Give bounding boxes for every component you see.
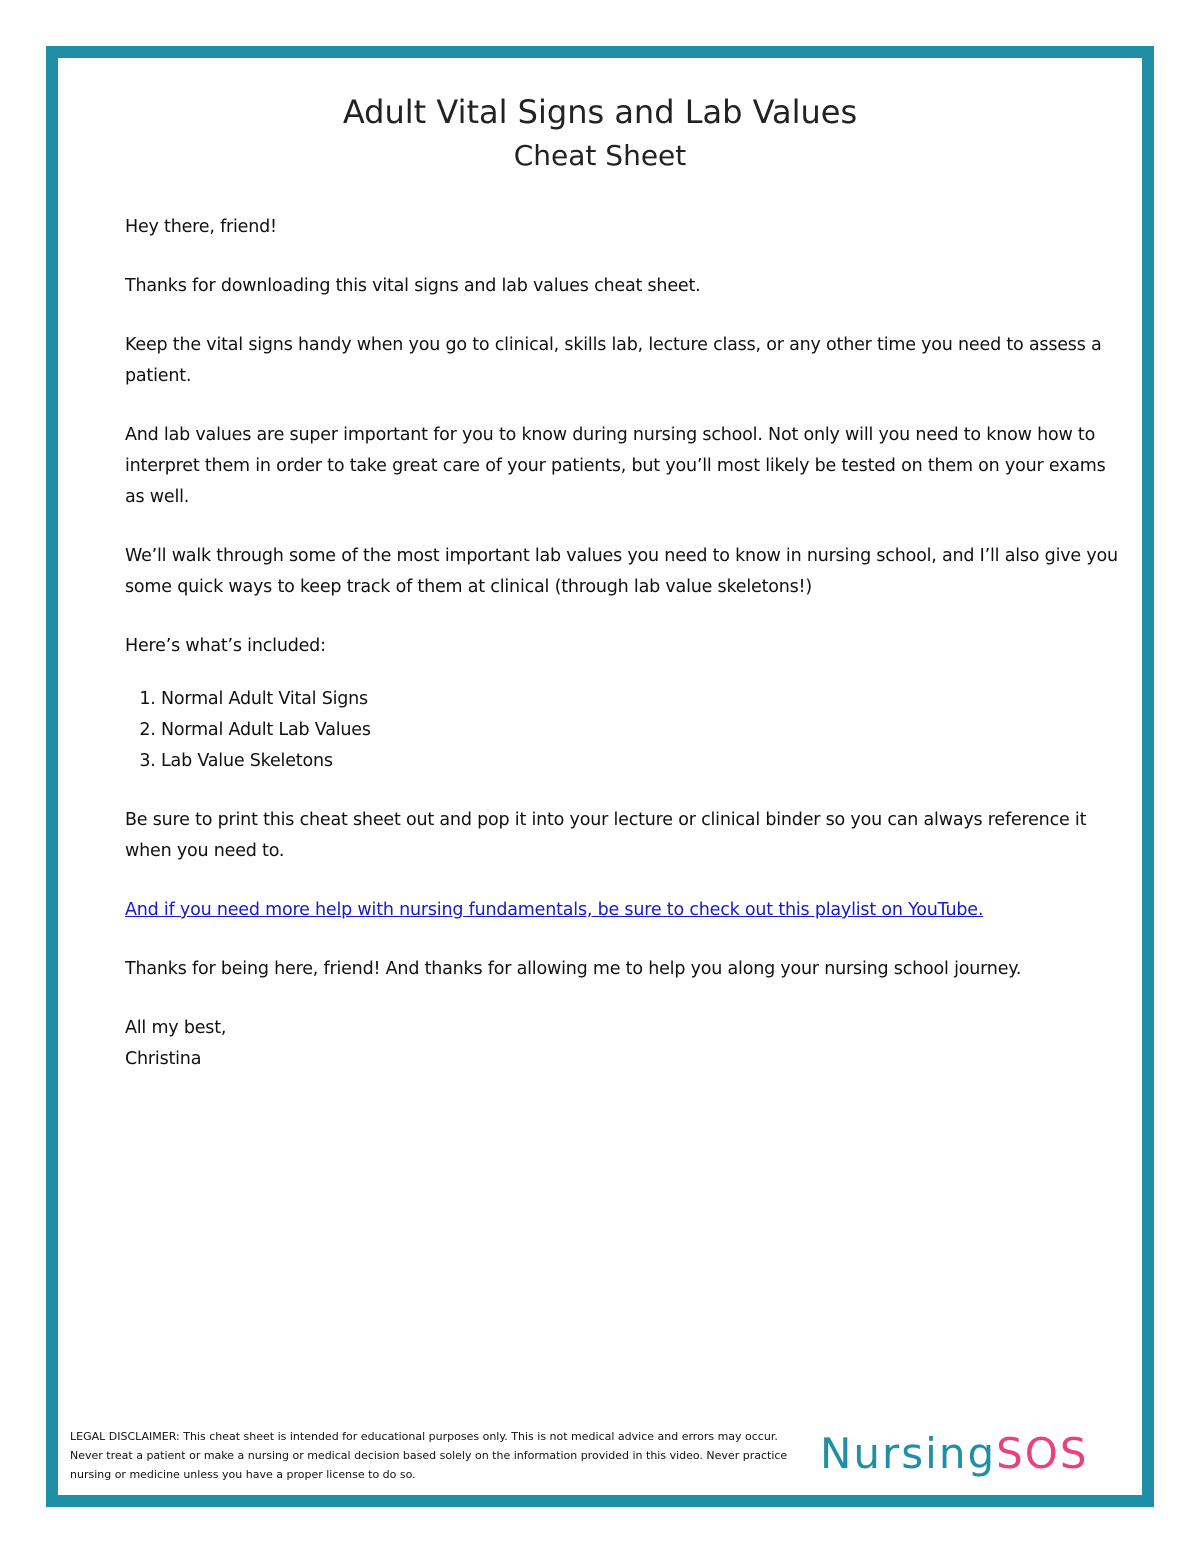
list-item: 2. Normal Adult Lab Values <box>161 715 1125 746</box>
youtube-playlist-link[interactable]: And if you need more help with nursing fundamentals, be sure to check out this playlist on YouTube. <box>125 900 984 920</box>
title-subtitle: Cheat Sheet <box>513 139 687 172</box>
title-main: Adult Vital Signs and Lab Values <box>342 93 858 131</box>
youtube-paragraph <box>125 895 1125 926</box>
logo-text-nursing: Nursing <box>820 1429 997 1478</box>
list-item: 1. Normal Adult Vital Signs <box>161 684 1125 715</box>
paragraph-walkthrough: We’ll walk through some of the most important lab values you need to know in nursing school, and I’ll also give you some quick ways to keep track of them at clinical (through lab value skeletons!) <box>125 546 1118 597</box>
legal-disclaimer: LEGAL DISCLAIMER: This cheat sheet is intended for educational purposes only. This is not medical advice and errors may occur. Never treat a patient or make a nursing or medical decision based solely on the information provided in this video. Never practice nursing or medicine unless you have a proper license to do so. <box>70 1430 788 1481</box>
greeting: Hey there, friend! <box>125 217 277 237</box>
letter-body <box>125 212 1125 1103</box>
paragraph-vital-signs: Keep the vital signs handy when you go to clinical, skills lab, lecture class, or any other time you need to assess a patient. <box>125 335 1102 386</box>
signature: Christina <box>125 1049 202 1069</box>
page-frame <box>46 46 1154 1507</box>
included-intro: Here’s what’s included: <box>125 636 326 656</box>
paragraph-lab-values: And lab values are super important for you to know during nursing school. Not only will you need to know how to interpret them in order to take great care of your patients, but you’ll most likely be tested on them on your exams as well. <box>125 425 1106 507</box>
paragraph-thanks: Thanks for downloading this vital signs and lab values cheat sheet. <box>125 276 701 296</box>
paragraph-print: Be sure to print this cheat sheet out and pop it into your lecture or clinical binder so you can always reference it when you need to. <box>125 810 1087 861</box>
list-item: 3. Lab Value Skeletons <box>161 746 1125 777</box>
paragraph-closing: Thanks for being here, friend! And thanks for allowing me to help you along your nursing school journey. <box>125 959 1022 979</box>
included-list <box>125 684 1125 777</box>
signoff-block <box>125 1013 1125 1075</box>
nursingsos-logo <box>820 1426 1089 1482</box>
signoff: All my best, <box>125 1018 227 1038</box>
logo-text-sos: SOS <box>996 1429 1089 1478</box>
page-title <box>58 90 1142 178</box>
